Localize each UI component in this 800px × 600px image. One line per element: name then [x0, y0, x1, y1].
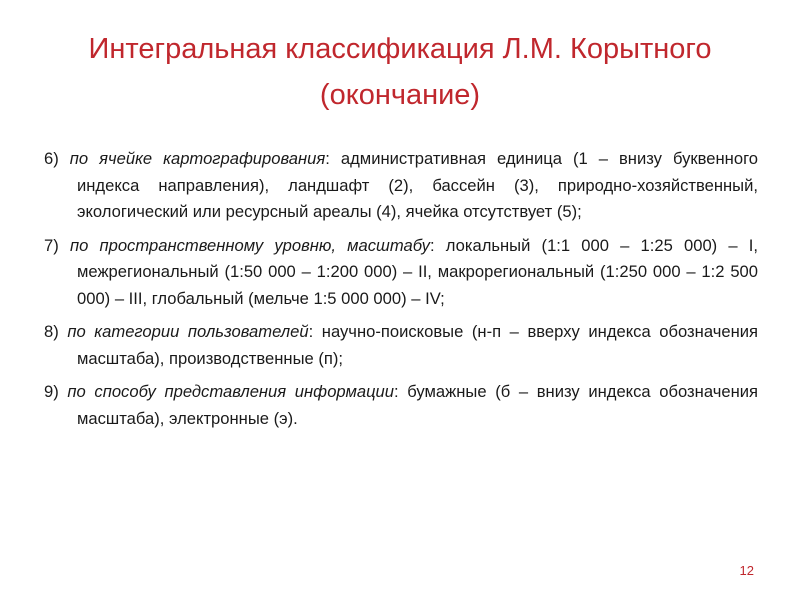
- item-number: 9): [44, 382, 59, 401]
- classification-list: [44, 146, 758, 439]
- item-number: 8): [44, 322, 59, 341]
- item-category: по способу представления информации: [67, 382, 395, 401]
- item-text: : научно-поисковые (н-п – вверху индекса обозначения масштаба), производственные (п);: [77, 322, 758, 368]
- item-category: по пространственному уровню, масштабу: [69, 235, 430, 255]
- item-number: 6): [44, 149, 59, 168]
- page-number: 12: [739, 563, 754, 578]
- item-text: : административная единица (1 – внизу буквенного индекса направления), ландшафт (2), бассейн (3), природно-хозяйственный, экологический или ресурсный ареалы (4), ячейка отсутствует (5);: [77, 149, 758, 221]
- item-text: : локальный (1:1 000 – 1:25 000) – I, межрегиональный (1:50 000 – 1:200 000) – II, макрорегиональный (1:250 000 – 1:2 500 000) – III, глобальный (мельче 1:5 000 000) – IV;: [77, 235, 758, 308]
- slide-title: Интегральная классификация Л.М. Корытного (окончание): [88, 33, 712, 111]
- list-item: [44, 379, 758, 432]
- list-item: [44, 319, 758, 372]
- list-item: [44, 146, 758, 226]
- list-item: [44, 233, 758, 313]
- item-text: : бумажные (б – внизу индекса обозначения масштаба), электронные (э).: [77, 382, 758, 428]
- item-category: по ячейке картографирования: [69, 149, 326, 168]
- item-number: 7): [44, 235, 59, 255]
- item-category: по категории пользователей: [67, 322, 309, 341]
